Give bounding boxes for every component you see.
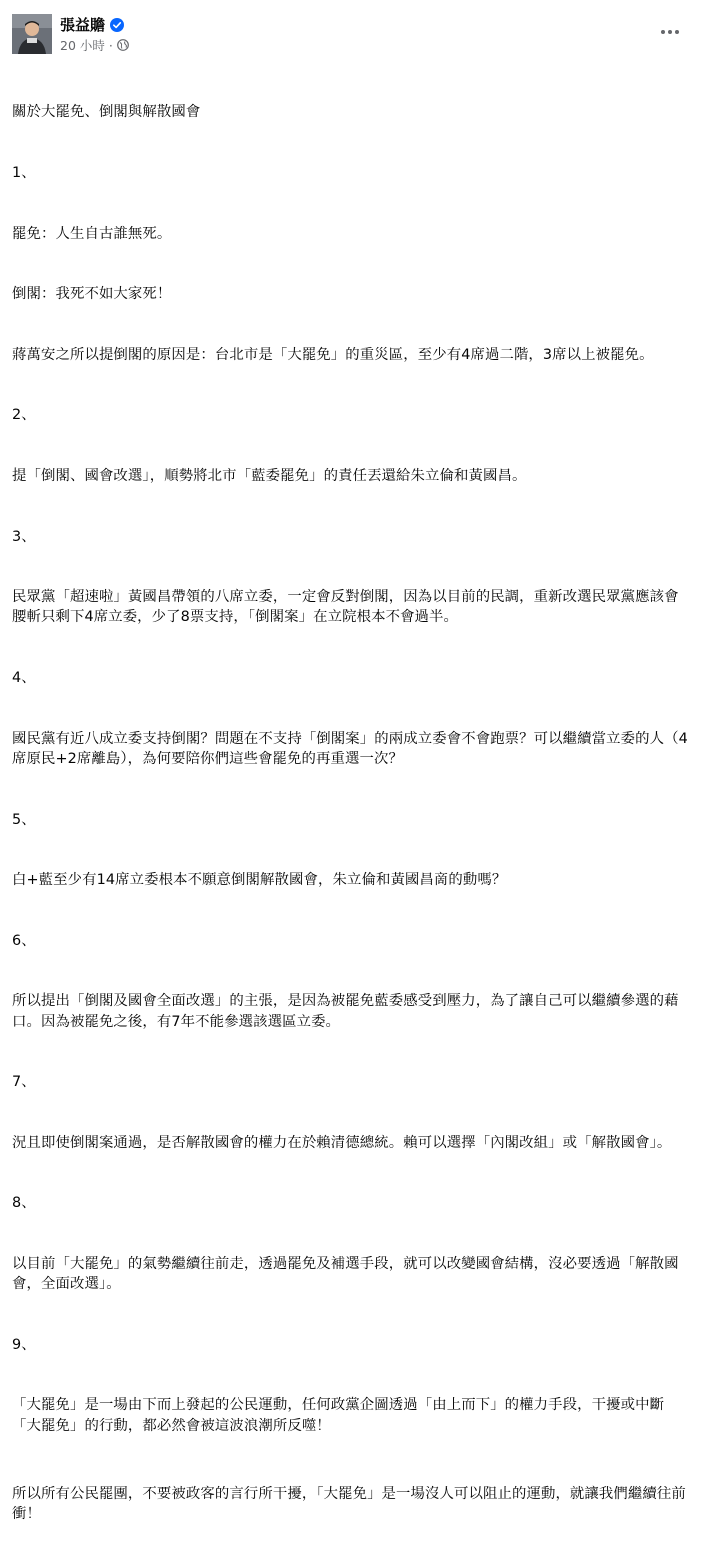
post-line: 以目前「大罷免」的氣勢繼續往前走，透過罷免及補選手段，就可以改變國會結構，沒必要透過「解散國會，全面改選」。 [12, 1255, 679, 1293]
post-line: 9、 [12, 1336, 36, 1353]
post-line: 7、 [12, 1074, 36, 1091]
post-header [12, 12, 690, 56]
post-line: 況且即使倒閣案通過，是否解散國會的權力在於賴清德總統。賴可以選擇「內閣改組」或「解散國會」。 [12, 1134, 672, 1151]
post-line: 6、 [12, 932, 36, 949]
post-line: 罷免：人生自古誰無死。 [12, 225, 172, 242]
post-closing: 所以所有公民罷團，不要被政客的言行所干擾，「大罷免」是一場沒人可以阻止的運動，就讓我們繼續往前衝！ [12, 1486, 686, 1523]
post-line: 「大罷免」是一場由下而上發起的公民運動，任何政黨企圖透過「由上而下」的權力手段，干擾或中斷「大罷免」的行動，都必然會被這波浪潮所反噬！ [12, 1397, 665, 1434]
post-text [12, 62, 688, 1545]
post-line: 所以提出「倒閣及國會全面改選」的主張，是因為被罷免藍委感受到壓力，為了讓自己可以繼續參選的藉口。因為被罷免之後，有7年不能參選該選區立委。 [12, 993, 679, 1030]
verified-badge-icon [110, 17, 124, 31]
post-line: 1、 [12, 165, 36, 182]
post-line: 8、 [12, 1195, 36, 1212]
more-options-icon [660, 29, 680, 35]
post-meta [60, 36, 129, 54]
post-line: 提「倒閣、國會改選」，順勢將北市「藍委罷免」的責任丟還給朱立倫和黃國昌。 [12, 468, 527, 485]
post-line: 關於大罷免、倒閣與解散國會 [12, 104, 201, 121]
post-timestamp[interactable]: 20 小時 [60, 38, 105, 53]
post-line: 2、 [12, 407, 36, 424]
post-line: 4、 [12, 670, 36, 687]
meta-separator: · [108, 37, 113, 53]
more-options-button[interactable] [656, 20, 684, 44]
post-line: 國民黨有近八成立委支持倒閣？問題在不支持「倒閣案」的兩成立委會不會跑票？可以繼續當立委的人（4席原民+2席離島），為何要陪你們這些會罷免的再重選一次？ [12, 730, 688, 767]
author-row [60, 14, 129, 34]
post-line: 5、 [12, 811, 36, 828]
post-line: 白+藍至少有14席立委根本不願意倒閣解散國會，朱立倫和黃國昌啇的動嗎？ [12, 872, 507, 889]
post-line: 民眾黨「超速啦」黃國昌帶領的八席立委，一定會反對倒閣，因為以目前的民調，重新改選民眾黨應該會腰斬只剩下4席立委，少了8票支持，「倒閣案」在立院根本不會過半。 [12, 589, 679, 626]
post-line: 倒閣：我死不如大家死！ [12, 286, 172, 303]
post-line: 3、 [12, 528, 36, 545]
post-line: 蔣萬安之所以提倒閣的原因是：台北市是「大罷免」的重災區，至少有4席過二階，3席以上被罷免。 [12, 346, 654, 363]
avatar[interactable] [12, 14, 52, 54]
author-name[interactable]: 張益贍 [60, 15, 106, 34]
globe-icon[interactable] [117, 39, 129, 51]
author-block [60, 14, 129, 54]
